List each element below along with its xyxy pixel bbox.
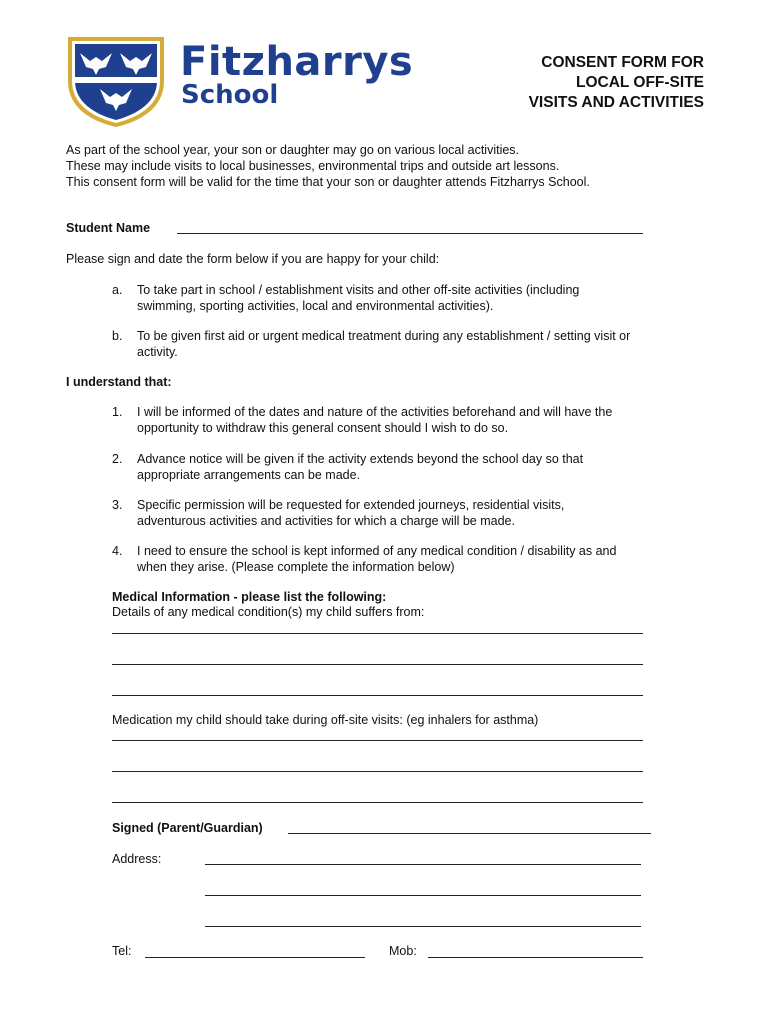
consent-text: activity. <box>137 345 178 359</box>
medication-field[interactable] <box>112 771 643 772</box>
understand-text: Specific permission will be requested for extended journeys, residential visits, <box>137 498 565 512</box>
understand-text: appropriate arrangements can be made. <box>137 468 361 482</box>
mob-label: Mob: <box>389 944 417 958</box>
mob-field[interactable] <box>428 957 643 958</box>
signature-field[interactable] <box>288 833 651 834</box>
brand-subtitle: School <box>181 80 279 110</box>
understand-text: I will be informed of the dates and nature of the activities beforehand and will have the <box>137 405 613 419</box>
address-field[interactable] <box>205 895 641 896</box>
medical-conditions-field[interactable] <box>112 664 643 665</box>
tel-label: Tel: <box>112 944 132 958</box>
intro-line: These may include visits to local businesses, environmental trips and outside art lessons. <box>66 159 560 173</box>
address-field[interactable] <box>205 926 641 927</box>
understand-heading: I understand that: <box>66 375 172 389</box>
consent-text: swimming, sporting activities, local and environmental activities). <box>137 299 494 313</box>
understand-text: Advance notice will be given if the activity extends beyond the school day so that <box>137 452 584 466</box>
understand-marker: 2. <box>112 452 123 466</box>
consent-text: To take part in school / establishment visits and other off-site activities (including <box>137 283 580 297</box>
student-name-label: Student Name <box>66 221 151 235</box>
address-label: Address: <box>112 852 162 866</box>
medication-field[interactable] <box>112 740 643 741</box>
understand-marker: 4. <box>112 544 123 558</box>
consent-marker: b. <box>112 329 123 343</box>
school-crest-logo <box>66 35 166 128</box>
consent-marker: a. <box>112 283 123 297</box>
intro-line: This consent form will be valid for the time that your son or daughter attends Fitzharrys School. <box>66 175 590 189</box>
medical-heading: Medical Information - please list the following: <box>112 590 387 604</box>
understand-text: adventurous activities and activities for which a charge will be made. <box>137 514 515 528</box>
student-name-field[interactable] <box>177 233 643 234</box>
understand-marker: 1. <box>112 405 123 419</box>
understand-marker: 3. <box>112 498 123 512</box>
medication-label: Medication my child should take during off-site visits: (eg inhalers for asthma) <box>112 713 539 727</box>
understand-text: opportunity to withdraw this general consent should I wish to do so. <box>137 421 509 435</box>
understand-text: I need to ensure the school is kept informed of any medical condition / disability as and <box>137 544 617 558</box>
signed-label: Signed (Parent/Guardian) <box>112 821 263 835</box>
address-field[interactable] <box>205 864 641 865</box>
form-title <box>529 53 704 113</box>
sign-prompt: Please sign and date the form below if you are happy for your child: <box>66 252 440 266</box>
medical-conditions-field[interactable] <box>112 633 643 634</box>
understand-text: when they arise. (Please complete the information below) <box>137 560 455 574</box>
form-title-line: CONSENT FORM FOR <box>541 54 704 71</box>
brand-name: Fitzharrys <box>180 39 414 85</box>
tel-field[interactable] <box>145 957 365 958</box>
medication-field[interactable] <box>112 802 643 803</box>
medical-conditions-label: Details of any medical condition(s) my child suffers from: <box>112 605 425 619</box>
medical-conditions-field[interactable] <box>112 695 643 696</box>
intro-line: As part of the school year, your son or daughter may go on various local activities. <box>66 143 520 157</box>
form-title-line: VISITS AND ACTIVITIES <box>528 94 704 111</box>
form-title-line: LOCAL OFF-SITE <box>575 74 704 91</box>
consent-text: To be given first aid or urgent medical treatment during any establishment / setting visit or <box>137 329 631 343</box>
